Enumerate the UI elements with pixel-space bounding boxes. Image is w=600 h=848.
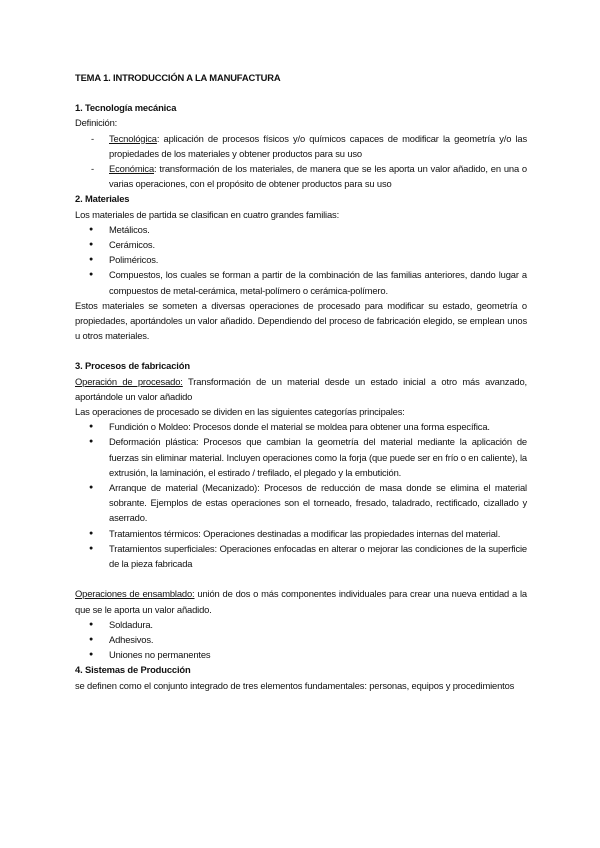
list-item	[75, 222, 527, 237]
list-item-text: Tratamientos superficiales: Operaciones enfocadas en alterar o mejorar las condiciones de la superficie de la pieza fabricada	[109, 542, 527, 570]
document-title: TEMA 1. INTRODUCCIÓN A LA MANUFACTURA	[75, 72, 281, 83]
section-3-heading: 3. Procesos de fabricación	[75, 360, 190, 372]
assembly-term: Operaciones de ensamblado:	[75, 588, 195, 600]
section-4-heading: 4. Sistemas de Producción	[75, 664, 191, 676]
bullet-marker: ●	[89, 484, 94, 492]
definition-text: : aplicación de procesos físicos y/o químicos capaces de modificar la geometría y/o las propiedades de los materiales y obtener productos para su uso	[109, 132, 527, 159]
section-2-heading: 2. Materiales	[75, 193, 130, 205]
list-item	[75, 252, 527, 267]
bullet-marker: ●	[89, 620, 94, 628]
dash-marker: -	[91, 132, 94, 144]
list-item-text: Arranque de material (Mecanizado): Procesos de reducción de masa donde se elimina el material sobrante. Ejemplos de estas operaciones son el torneado, fresado, taladrado, rectificado, cizallado y aserrado.	[109, 482, 527, 524]
list-item	[75, 632, 527, 647]
list-item	[75, 480, 527, 526]
list-item	[75, 419, 527, 434]
definition-text: : transformación de los materiales, de manera que se les aporta un valor añadido, en una o varias operaciones, con el propósito de obtener productos para su uso	[109, 163, 527, 190]
bullet-marker: ●	[89, 256, 94, 264]
assembly-definition	[75, 586, 527, 616]
definition-item-tecnologica	[75, 131, 527, 161]
bullet-marker: ●	[89, 271, 94, 279]
list-item	[75, 237, 527, 252]
list-item-text: Tratamientos térmicos: Operaciones destinadas a modificar las propiedades internas del material.	[109, 527, 501, 539]
processing-definition	[75, 374, 527, 404]
bullet-marker: ●	[89, 651, 94, 659]
list-item	[75, 647, 527, 662]
bullet-marker: ●	[89, 438, 94, 446]
spacer	[75, 343, 527, 358]
definition-label: Definición:	[75, 117, 118, 129]
materials-intro: Los materiales de partida se clasifican en cuatro grandes familias:	[75, 208, 340, 220]
dash-marker: -	[91, 163, 94, 175]
definition-term: Tecnológica	[109, 132, 157, 144]
bullet-marker: ●	[89, 225, 94, 233]
bullet-marker: ●	[89, 544, 94, 552]
definition-term: Económica	[109, 163, 155, 175]
list-item-text: Cerámicos.	[109, 239, 155, 251]
materials-closing: Estos materiales se someten a diversas operaciones de procesado para modificar su estado, geometría o propiedades, aportándoles un valor añadido. Dependiendo del proceso de fabricación elegido, se emplean unos u otros materiales.	[75, 299, 527, 342]
definition-item-economica	[75, 161, 527, 191]
processing-intro: Las operaciones de procesado se dividen en las siguientes categorías principales:	[75, 406, 405, 418]
document-page	[75, 70, 527, 693]
list-item-text: Compuestos, los cuales se forman a partir de la combinación de las familias anteriores, dando lugar a compuestos de metal-cerámica, metal-polímero o cerámica-polímero.	[109, 269, 527, 296]
bullet-marker: ●	[89, 423, 94, 431]
bullet-marker: ●	[89, 241, 94, 249]
section-1-heading: 1. Tecnología mecánica	[75, 102, 177, 114]
production-systems-text: se definen como el conjunto integrado de tres elementos fundamentales: personas, equipos y procedimientos	[75, 679, 515, 691]
list-item-text: Adhesivos.	[109, 633, 154, 645]
spacer	[75, 571, 527, 586]
list-item-text: Fundición o Moldeo: Procesos donde el material se moldea para obtener una forma específica.	[109, 421, 490, 433]
bullet-marker: ●	[89, 635, 94, 643]
list-item-text: Uniones no permanentes	[109, 649, 211, 661]
list-item	[75, 541, 527, 571]
list-item-text: Soldadura.	[109, 618, 153, 630]
processing-term: Operación de procesado:	[75, 375, 183, 387]
list-item-text: Deformación plástica: Procesos que cambian la geometría del material mediante la aplicación de fuerzas sin eliminar material. Incluyen operaciones como la forja (que puede ser en frío o en caliente), la extrusión, la laminación, el estirado / trefilado, el plegado y la embutición.	[109, 436, 527, 478]
assembly-text: unión de dos o más componentes individuales para crear una nueva entidad a la que se le aporta un valor añadido.	[75, 588, 527, 615]
list-item	[75, 617, 527, 632]
list-item	[75, 526, 527, 541]
processing-text: Transformación de un material desde un estado inicial a otro más avanzado, aportándole un valor añadido	[75, 375, 527, 402]
list-item	[75, 434, 527, 480]
bullet-marker: ●	[89, 529, 94, 537]
list-item-text: Poliméricos.	[109, 254, 159, 266]
list-item-text: Metálicos.	[109, 223, 150, 235]
list-item	[75, 267, 527, 297]
